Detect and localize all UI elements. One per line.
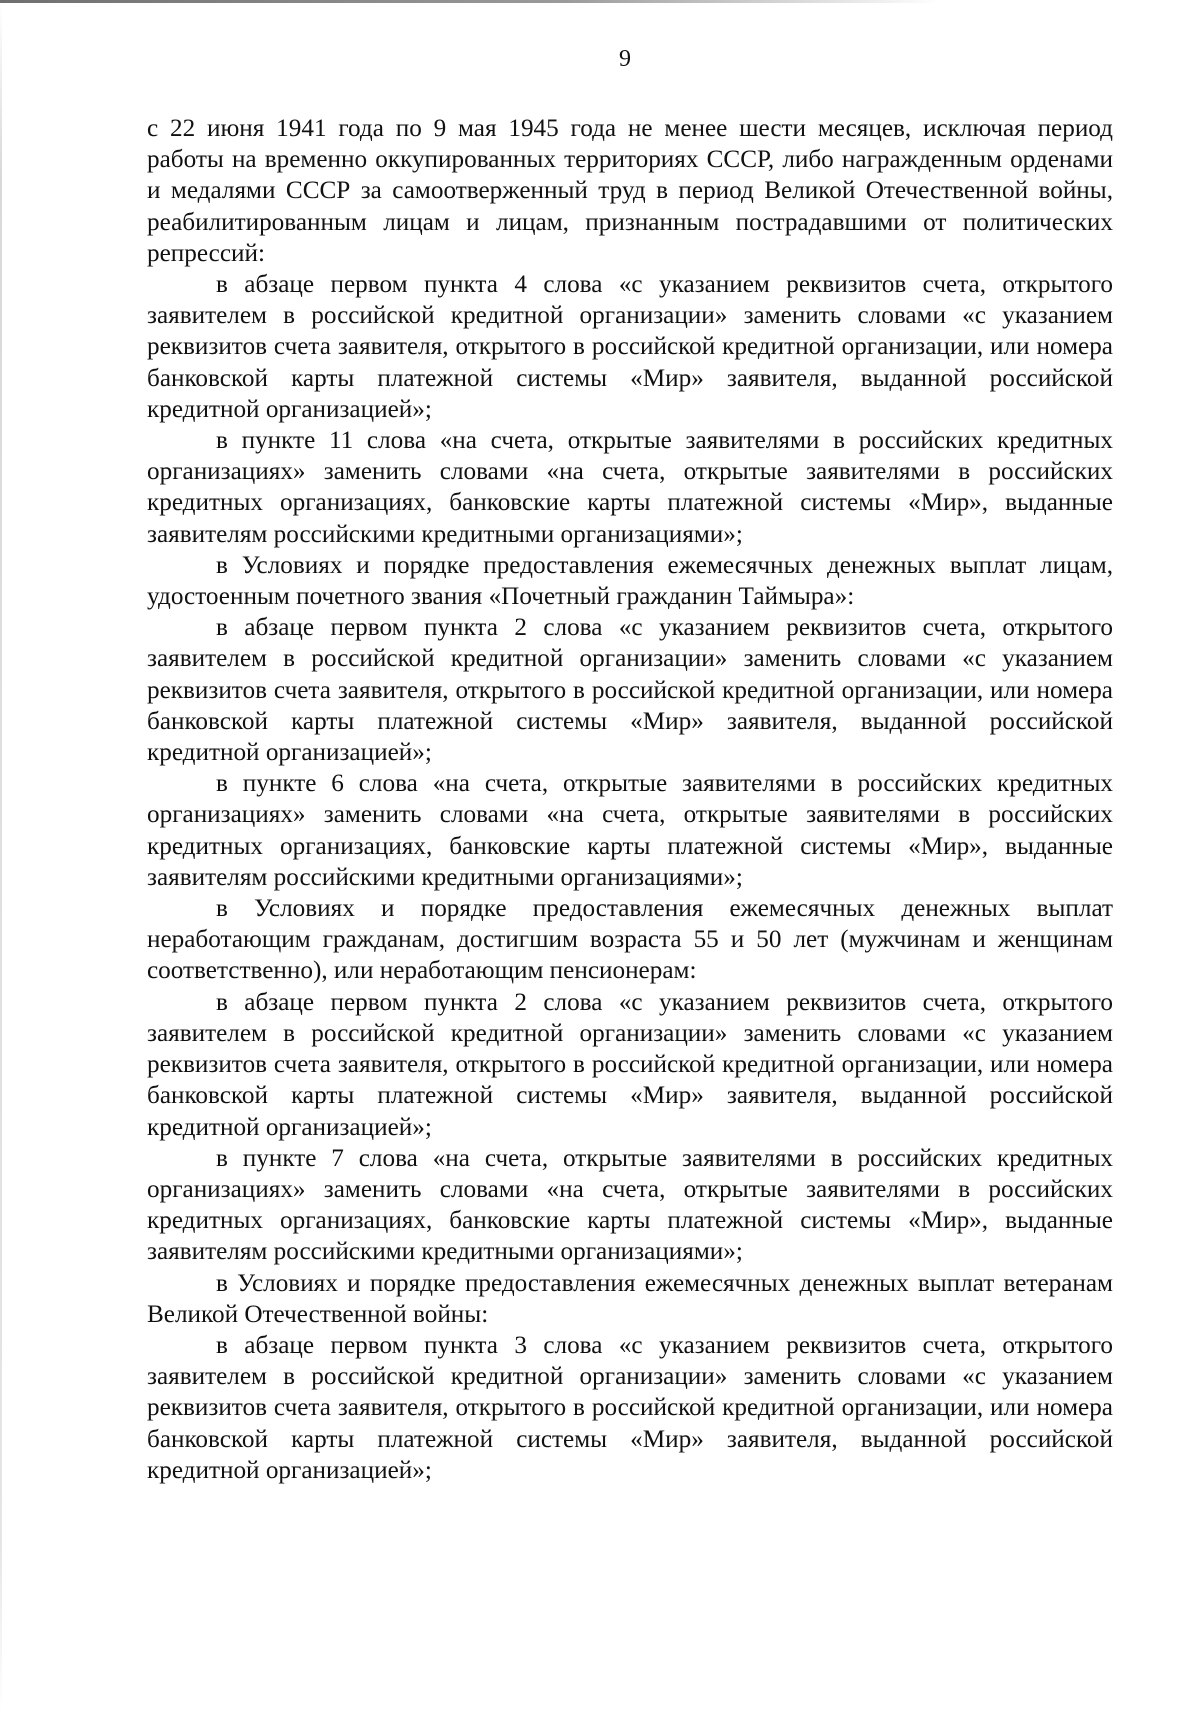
paragraph: в абзаце первом пункта 4 слова «с указанием реквизитов счета, открытого заявителем в российской кредитной организации» заменить словами «с указанием реквизитов счета заявителя, открытого в российской кредитной организации, или номера банковской карты платежной системы «Мир» заявителя, выданной российской кредитной организацией»;: [147, 271, 1113, 423]
scan-top-edge: [0, 0, 940, 3]
paragraph: в абзаце первом пункта 2 слова «с указанием реквизитов счета, открытого заявителем в российской кредитной организации» заменить словами «с указанием реквизитов счета заявителя, открытого в российской кредитной организации, или номера банковской карты платежной системы «Мир» заявителя, выданной российской кредитной организацией»;: [147, 988, 1113, 1141]
paragraph: в пункте 11 слова «на счета, открытые заявителями в российских кредитных организациях» заменить словами «на счета, открытые заявителями в российских кредитных организациях, банковские карты платежной системы «Мир», выданные заявителям российскими кредитными организациями»;: [147, 427, 1113, 548]
scan-left-edge: [0, 0, 2, 1713]
paragraph: в пункте 6 слова «на счета, открытые заявителями в российских кредитных организациях» заменить словами «на счета, открытые заявителями в российских кредитных организациях, банковские карты платежной системы «Мир», выданные заявителям российскими кредитными организациями»;: [147, 770, 1113, 891]
document-body: [147, 113, 1113, 1486]
paragraph: в абзаце первом пункта 3 слова «с указанием реквизитов счета, открытого заявителем в российской кредитной организации» заменить словами «с указанием реквизитов счета заявителя, открытого в российской кредитной организации, или номера банковской карты платежной системы «Мир» заявителя, выданной российской кредитной организацией»;: [147, 1331, 1113, 1484]
paragraph: с 22 июня 1941 года по 9 мая 1945 года не менее шести месяцев, исключая период работы на временно оккупированных территориях СССР, либо награжденным орденами и медалями СССР за самоотверженный труд в период Великой Отечественной войны, реабилитированным лицам и лицам, признанным пострадавшими от политических репрессий:: [147, 115, 1113, 267]
page-number: 9: [619, 46, 631, 72]
paragraph: в пункте 7 слова «на счета, открытые заявителями в российских кредитных организациях» заменить словами «на счета, открытые заявителями в российских кредитных организациях, банковские карты платежной системы «Мир», выданные заявителям российскими кредитными организациями»;: [147, 1144, 1113, 1266]
paragraph: в Условиях и порядке предоставления ежемесячных денежных выплат ветеранам Великой Отечественной войны:: [147, 1269, 1113, 1328]
paragraph: в абзаце первом пункта 2 слова «с указанием реквизитов счета, открытого заявителем в российской кредитной организации» заменить словами «с указанием реквизитов счета заявителя, открытого в российской кредитной организации, или номера банковской карты платежной системы «Мир» заявителя, выданной российской кредитной организацией»;: [147, 614, 1113, 767]
paragraph: в Условиях и порядке предоставления ежемесячных денежных выплат неработающим гражданам, достигшим возраста 55 и 50 лет (мужчинам и женщинам соответственно), или неработающим пенсионерам:: [147, 895, 1113, 985]
paragraph: в Условиях и порядке предоставления ежемесячных денежных выплат лицам, удостоенным почетного звания «Почетный гражданин Таймыра»:: [147, 551, 1113, 611]
